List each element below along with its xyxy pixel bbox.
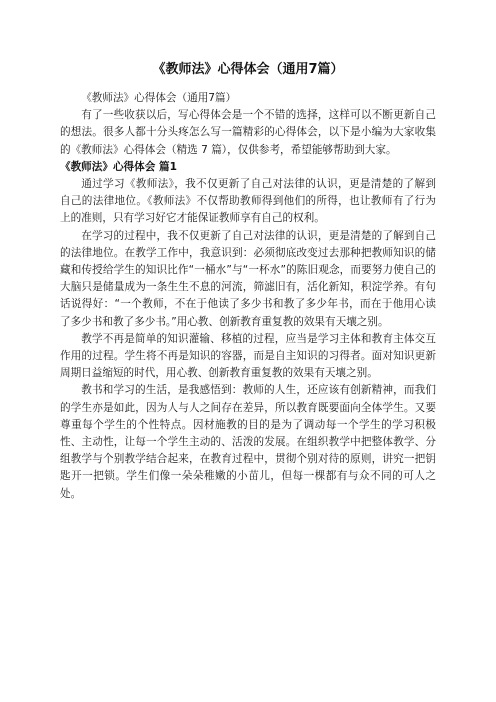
body-paragraph: 教书和学习的生活，是我感悟到：教师的人生，还应该有创新精神，而我们的学生亦是如此，因为人与人之间存在差异，所以教育既要面向全体学生。又要尊重每个学生的个性特点。因材施教的目的是为了调动每一个学生的学习积极性、主动性，让每一个学生主动的、活泼的发展。在组织教学中把整体教学、分组教学与个别教学结合起来，在教育过程中，贯彻个别对待的原则，讲究一把钥匙开一把锁。学生们像一朵朵稚嫩的小苗儿，但每一棵都有与众不同的可人之处。 — [60, 384, 436, 500]
body-paragraph: 教学不再是简单的知识灌输、移植的过程，应当是学习主体和教育主体交互作用的过程。学生将不再是知识的容器，而是自主知识的习得者。面对知识更新周期日益缩短的时代，用心教、创新教育重复教的效果有天壤之别。 — [60, 332, 436, 380]
document-page — [60, 60, 436, 503]
subtitle-line: 《教师法》心得体会（通用7篇） — [81, 92, 237, 104]
document-title: 《教师法》心得体会（通用7篇） — [152, 62, 344, 77]
section-heading: 《教师法》心得体会 篇1 — [60, 160, 177, 173]
body-paragraph: 在学习的过程中，我不仅更新了自己对法律的认识，更是清楚的了解到自己的法律地位。在教学工作中，我意识到：必须彻底改变过去那种把教师知识的储藏和传授给学生的知识比作“一桶水”与“一杯水”的陈旧观念，而要努力使自己的大脑只是储量成为一条生生不息的河流，筛滤旧有，活化新知，积淀学养。有句话说得好：“一个教师，不在于他读了多少书和教了多少年书，而在于他用心读了多少书和教了多少书。”用心教、创新教育重复教的效果有天壤之别。 — [60, 229, 436, 328]
intro-paragraph: 有了一些收获以后，写心得体会是一个不错的选择，这样可以不断更新自己的想法。很多人都十分头疼怎么写一篇精彩的心得体会，以下是小编为大家收集的《教师法》心得体会（精选 7 篇），仅供参考，希望能够帮助到大家。 — [60, 109, 436, 156]
body-paragraph: 通过学习《教师法》，我不仅更新了自己对法律的认识，更是清楚的了解到自己的法律地位。《教师法》不仅帮助教师得到他们的所得，也让教师有了行为上的准则，只有学习好它才能保证教师享有自己的权利。 — [60, 178, 436, 225]
